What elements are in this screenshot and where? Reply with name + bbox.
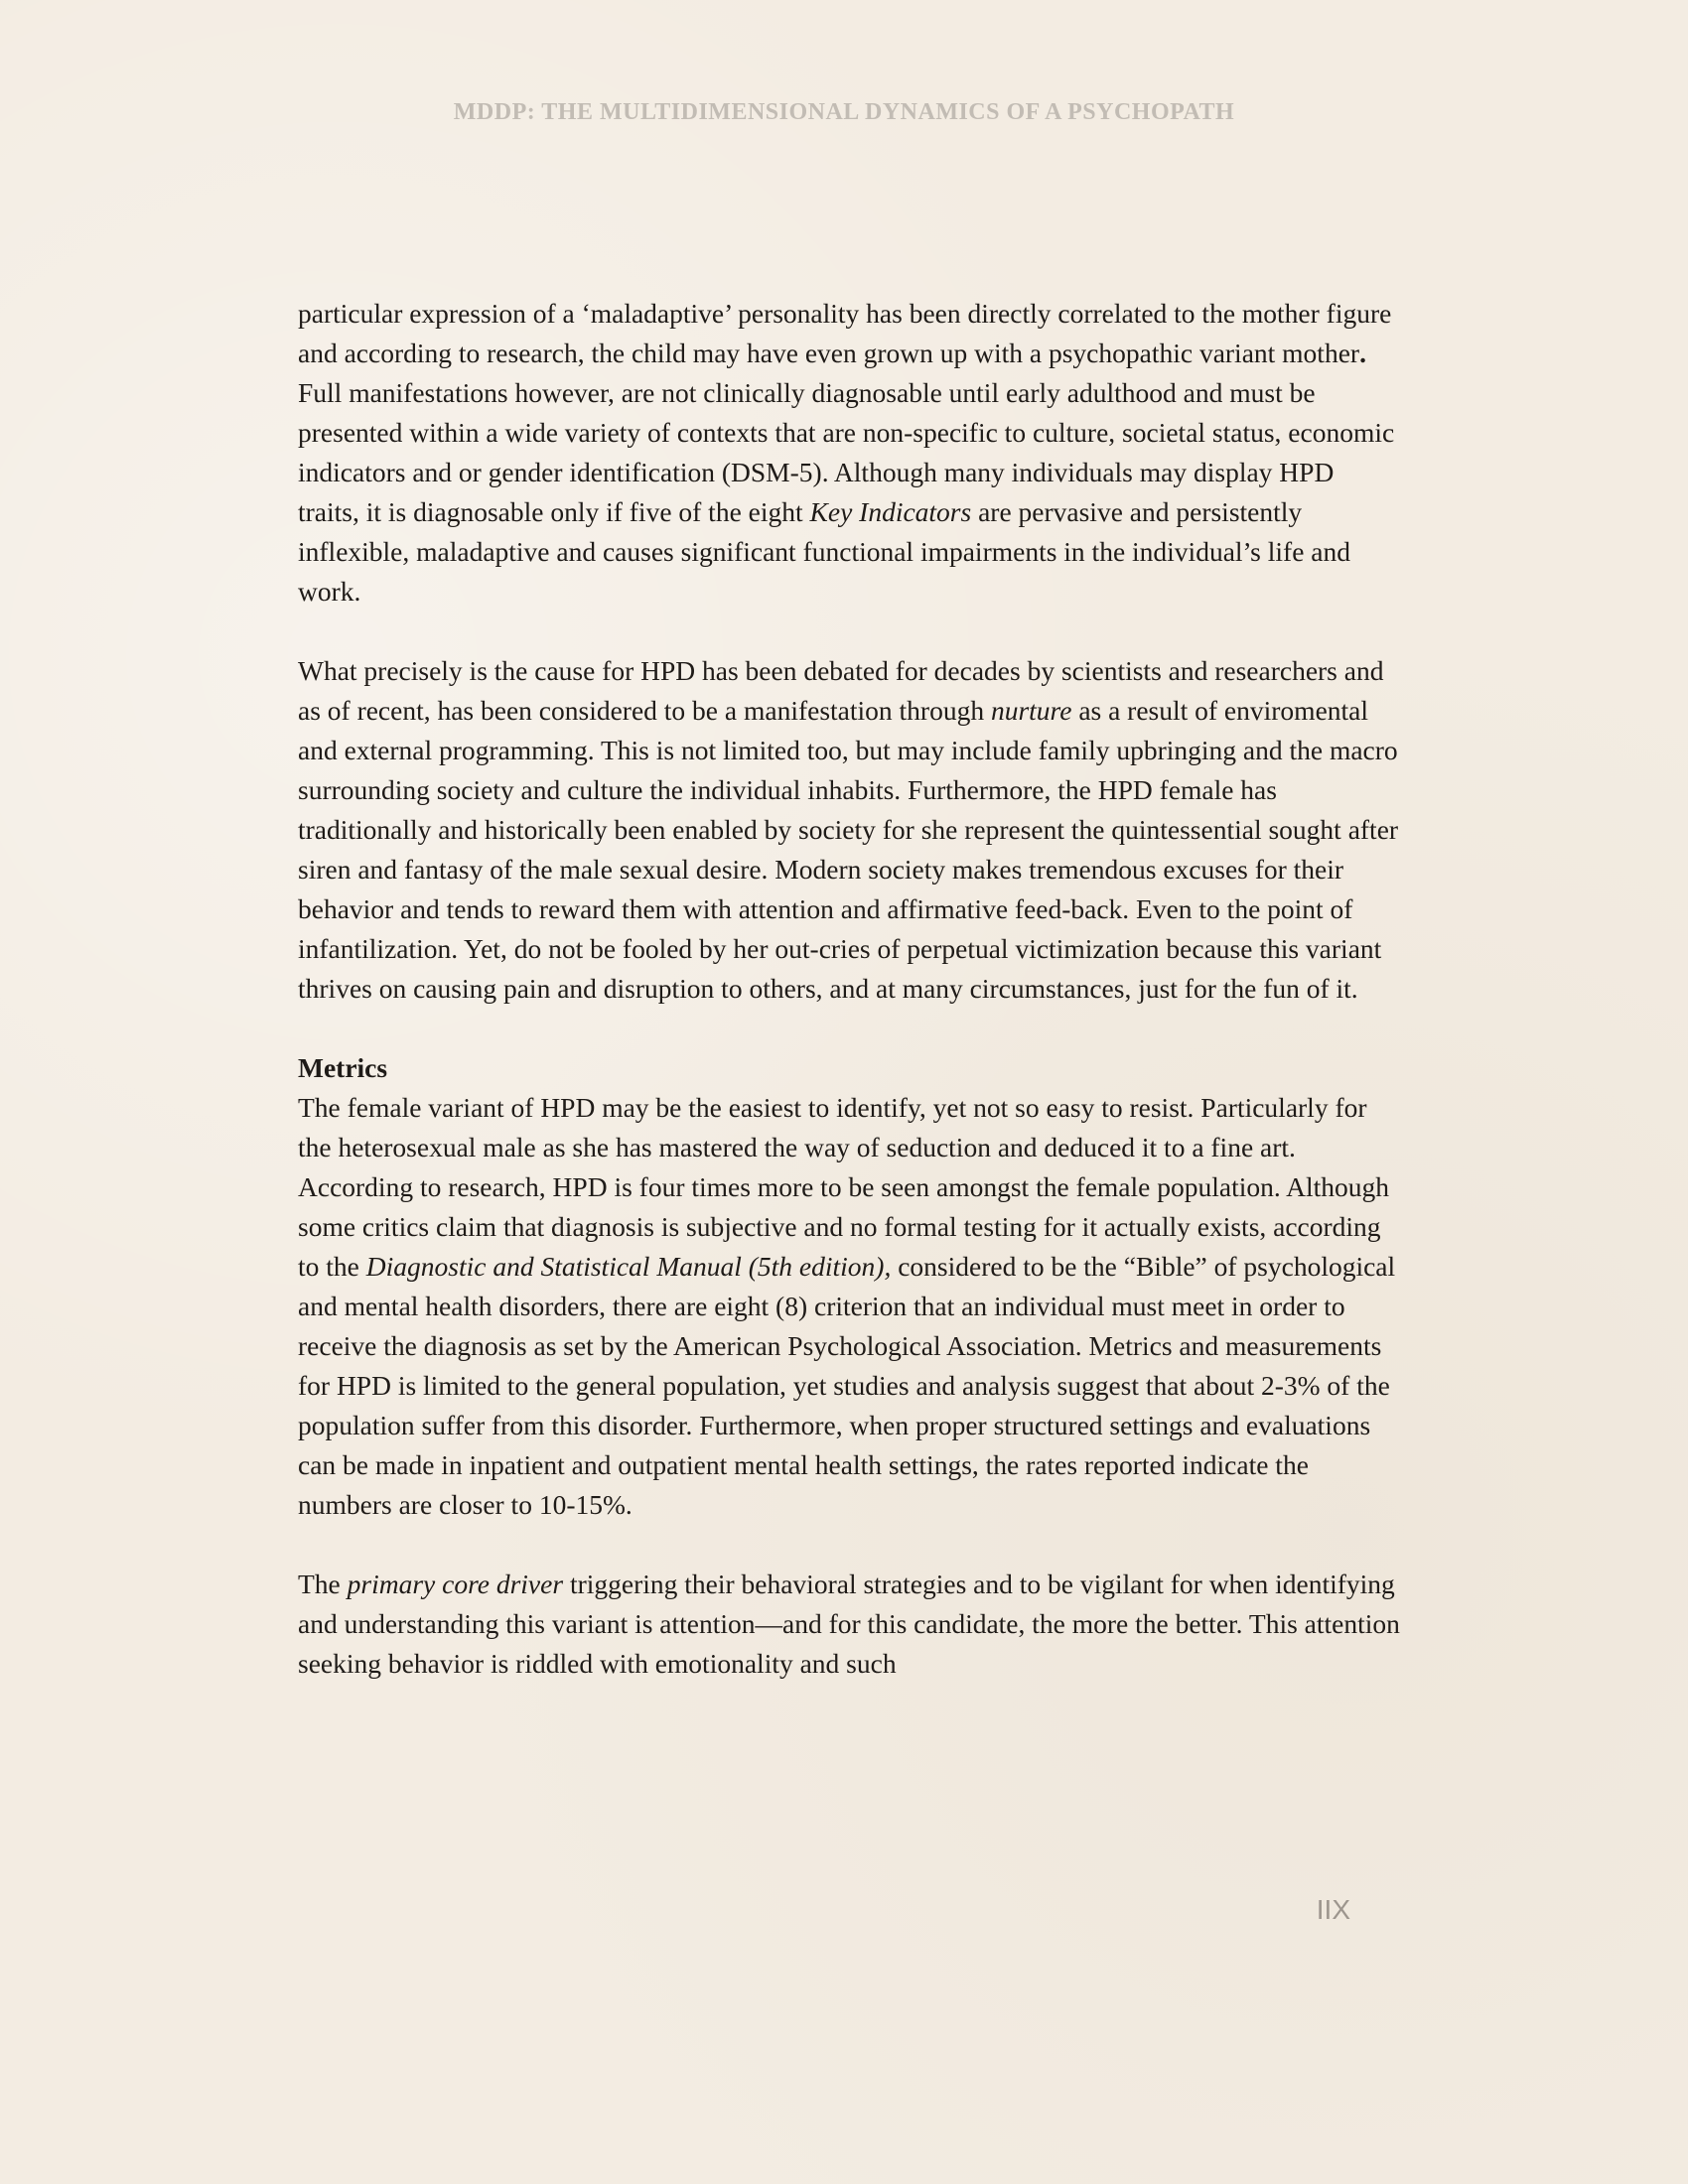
running-header: MDDP: THE MULTIDIMENSIONAL DYNAMICS OF A PSYCHOPATH bbox=[453, 99, 1235, 125]
paragraph-1-text-a: particular expression of a ‘maladaptive’ personality has been directly correlated to the mother figure and according to research, the child may have even grown up with a psychopathic variant mother bbox=[298, 298, 1392, 368]
section-heading-metrics: Metrics bbox=[298, 1052, 388, 1083]
paragraph-2-text-b: as a result of enviromental and external programming. This is not limited too, but may include family upbringing and the macro surrounding society and culture the individual inhabits. Furthermore, the HPD female has traditionally and historically been enabled by society for she represent the quintessential sought after siren and fantasy of the male sexual desire. Modern society makes tremendous excuses for their behavior and tends to reward them with attention and affirmative feed-back. Even to the point of infantilization. Yet, do not be fooled by her out-cries of perpetual victimization because this variant thrives on causing pain and disruption to others, and at many circumstances, just for the fun of it. bbox=[298, 695, 1399, 1004]
paragraph-4-text-b: triggering their behavioral strategies and to be vigilant for when identifying and understanding this variant is attention—and for this candidate, the more the better. This attention seeking behavior is riddled with emotionality and such bbox=[298, 1569, 1400, 1679]
paragraph-1-text-c: are pervasive and persistently inflexible, maladaptive and causes significant functional impairments in the individual’s life and work. bbox=[298, 496, 1350, 607]
paragraph-3-italic: Diagnostic and Statistical Manual (5th edition), bbox=[365, 1251, 892, 1282]
paragraph-2 bbox=[298, 651, 1400, 1009]
paragraph-4 bbox=[298, 1565, 1400, 1684]
paragraph-2-text-a: What precisely is the cause for HPD has been debated for decades by scientists and researchers and as of recent, has been considered to be a manifestation through bbox=[298, 655, 1384, 726]
paragraph-4-italic: primary core driver bbox=[347, 1569, 564, 1599]
paragraph-3 bbox=[298, 1088, 1400, 1525]
paragraph-1-bold-period: . bbox=[1359, 338, 1366, 368]
body-text bbox=[298, 294, 1400, 1723]
paragraph-1 bbox=[298, 294, 1400, 612]
paragraph-1-italic: Key Indicators bbox=[809, 496, 972, 527]
paragraph-2-italic: nurture bbox=[990, 695, 1072, 726]
paragraph-3-text-a: The female variant of HPD may be the easiest to identify, yet not so easy to resist. Particularly for the heterosexual male as she has mastered the way of seduction and deduced it to a fine art. According to research, HPD is four times more to be seen amongst the female population. Although some critics claim that diagnosis is subjective and no formal testing for it actually exists, according to the bbox=[298, 1092, 1389, 1282]
paragraph-4-text-a: The bbox=[298, 1569, 348, 1599]
paragraph-1-text-b: Full manifestations however, are not clinically diagnosable until early adulthood and must be presented within a wide variety of contexts that are non-specific to culture, societal status, economic indicators and or gender identification (DSM-5). Although many individuals may display HPD traits, it is diagnosable only if five of the eight bbox=[298, 377, 1395, 527]
page-number: IIX bbox=[1316, 1894, 1350, 1925]
paragraph-3-text-b: considered to be the “Bible” of psychological and mental health disorders, there are eight (8) criterion that an individual must meet in order to receive the diagnosis as set by the American Psychological Association. Metrics and measurements for HPD is limited to the general population, yet studies and analysis suggest that about 2-3% of the population suffer from this disorder. Furthermore, when proper structured settings and evaluations can be made in inpatient and outpatient mental health settings, the rates reported indicate the numbers are closer to 10-15%. bbox=[298, 1251, 1396, 1520]
